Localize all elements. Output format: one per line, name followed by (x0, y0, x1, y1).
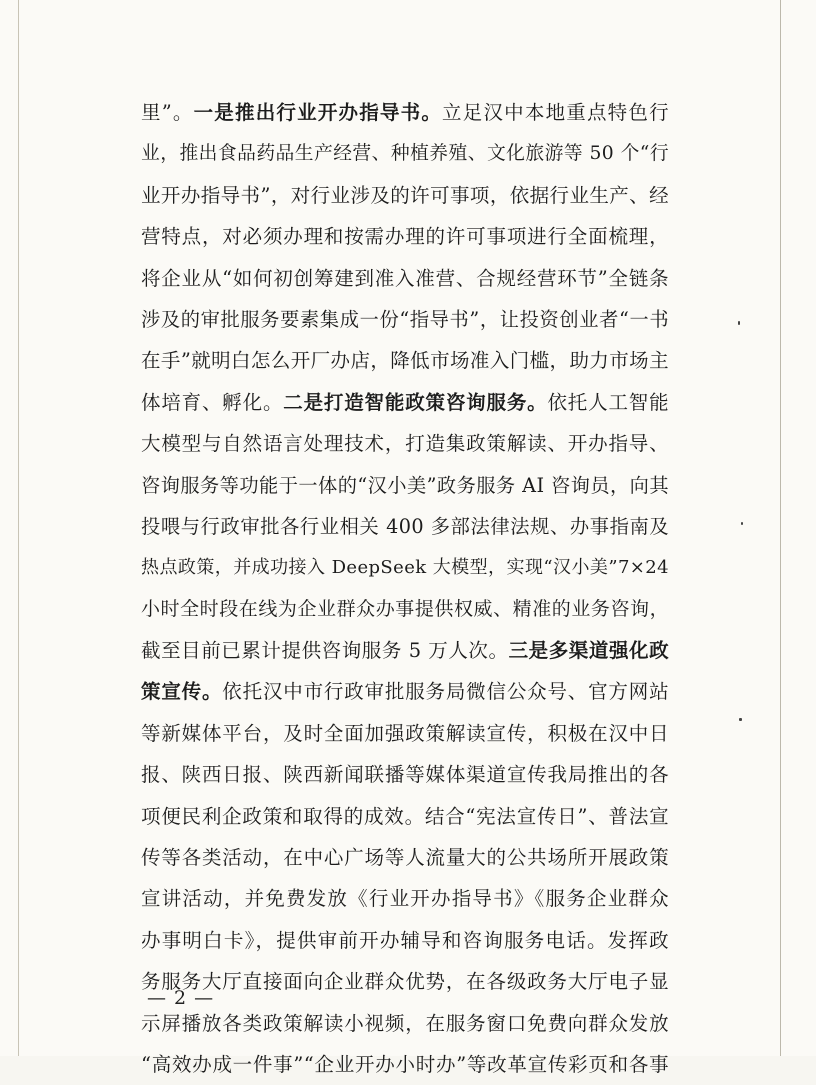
text-segment: 报、陕西日报、陕西新闻联播等媒体渠道宣传我局推出的各 (141, 763, 669, 787)
bold-heading-segment: 一是推出行业开办指导书。 (193, 101, 443, 124)
text-segment: 业开办指导书”，对行业涉及的许可事项，依据行业生产、经 (141, 183, 669, 207)
text-segment: 咨询服务等功能于一体的“汉小美”政务服务 AI 咨询员，向其 (141, 473, 669, 497)
text-segment: “高效办成一件事”“企业开办小时办”等改革宣传彩页和各事 (141, 1052, 669, 1076)
body-text (141, 92, 669, 1085)
text-segment: 项便民利企政策和取得的成效。结合“宪法宣传日”、普法宣 (141, 804, 669, 828)
text-segment: 依托汉中市行政审批服务局微信公众号、官方网站 (222, 680, 669, 704)
bold-heading-segment: 三是多渠道强化政 (508, 639, 670, 663)
text-segment: 涉及的审批服务要素集成一份“指导书”，让投资创业者“一书 (141, 307, 669, 331)
bold-heading-segment: 二是打造智能政策咨询服务。 (283, 390, 548, 414)
text-segment: 将企业从“如何初创筹建到准入准营、合规经营环节”全链条 (141, 266, 669, 290)
text-line (141, 837, 669, 878)
text-line (141, 796, 669, 837)
text-line (141, 713, 669, 754)
text-line (141, 589, 669, 630)
text-segment: 营特点，对必须办理和按需办理的许可事项进行全面梳理， (141, 225, 669, 249)
text-line (141, 258, 669, 299)
text-line (141, 216, 669, 257)
text-line (141, 423, 669, 464)
text-segment: 依托人工智能 (547, 390, 669, 414)
text-line (141, 299, 669, 340)
text-segment: 里”。 (141, 101, 194, 124)
page-number: — 2 — (147, 987, 215, 1009)
text-line (141, 961, 669, 1002)
text-segment: 截至目前已累计提供咨询服务 5 万人次。 (141, 639, 509, 663)
text-line (141, 878, 669, 919)
text-segment: 务服务大厅直接面向企业群众优势，在各级政务大厅电子显 (141, 970, 669, 994)
text-segment: 示屏播放各类政策解读小视频，在服务窗口免费向群众发放 (141, 1011, 669, 1035)
text-segment: 宣讲活动，并免费发放《行业开办指导书》《服务企业群众 (141, 887, 669, 911)
bold-heading-segment: 策宣传。 (141, 680, 223, 704)
text-line (141, 133, 669, 174)
text-segment: 等新媒体平台，及时全面加强政策解读宣传，积极在汉中日 (141, 721, 669, 745)
text-segment: 传等各类活动，在中心广场等人流量大的公共场所开展政策 (141, 846, 669, 870)
text-line (141, 506, 669, 547)
text-segment: 投喂与行政审批各行业相关 400 多部法律法规、办事指南及 (141, 514, 669, 538)
text-segment: 大模型与自然语言处理技术，打造集政策解读、开办指导、 (141, 432, 669, 456)
scan-speck (741, 522, 743, 525)
text-line (141, 754, 669, 795)
text-line (141, 547, 669, 588)
scan-speck (739, 718, 742, 721)
text-segment: 办事明白卡》，提供审前开办辅导和咨询服务电话。发挥政 (141, 928, 669, 952)
text-line (141, 671, 669, 712)
text-segment: 在手”就明白怎么开厂办店，降低市场准入门槛，助力市场主 (141, 349, 669, 373)
text-line (141, 382, 669, 423)
text-line (141, 175, 669, 216)
text-line (141, 92, 669, 133)
text-line (141, 340, 669, 381)
text-segment: 立足汉中本地重点特色行 (442, 101, 669, 124)
text-segment: 体培育、孵化。 (141, 390, 284, 414)
text-line (141, 1044, 669, 1085)
text-segment: 热点政策，并成功接入 DeepSeek 大模型，实现“汉小美”7×24 (141, 557, 669, 579)
text-line (141, 465, 669, 506)
text-line (141, 630, 669, 671)
text-segment: 业，推出食品药品生产经营、种植养殖、文化旅游等 50 个“行 (141, 143, 669, 165)
text-line (141, 1003, 669, 1044)
text-line (141, 920, 669, 961)
scan-speck (738, 321, 740, 325)
text-segment: 小时全时段在线为企业群众办事提供权威、精准的业务咨询， (141, 597, 669, 620)
scan-edge-right (780, 0, 781, 1056)
scan-edge-left (18, 0, 19, 1056)
